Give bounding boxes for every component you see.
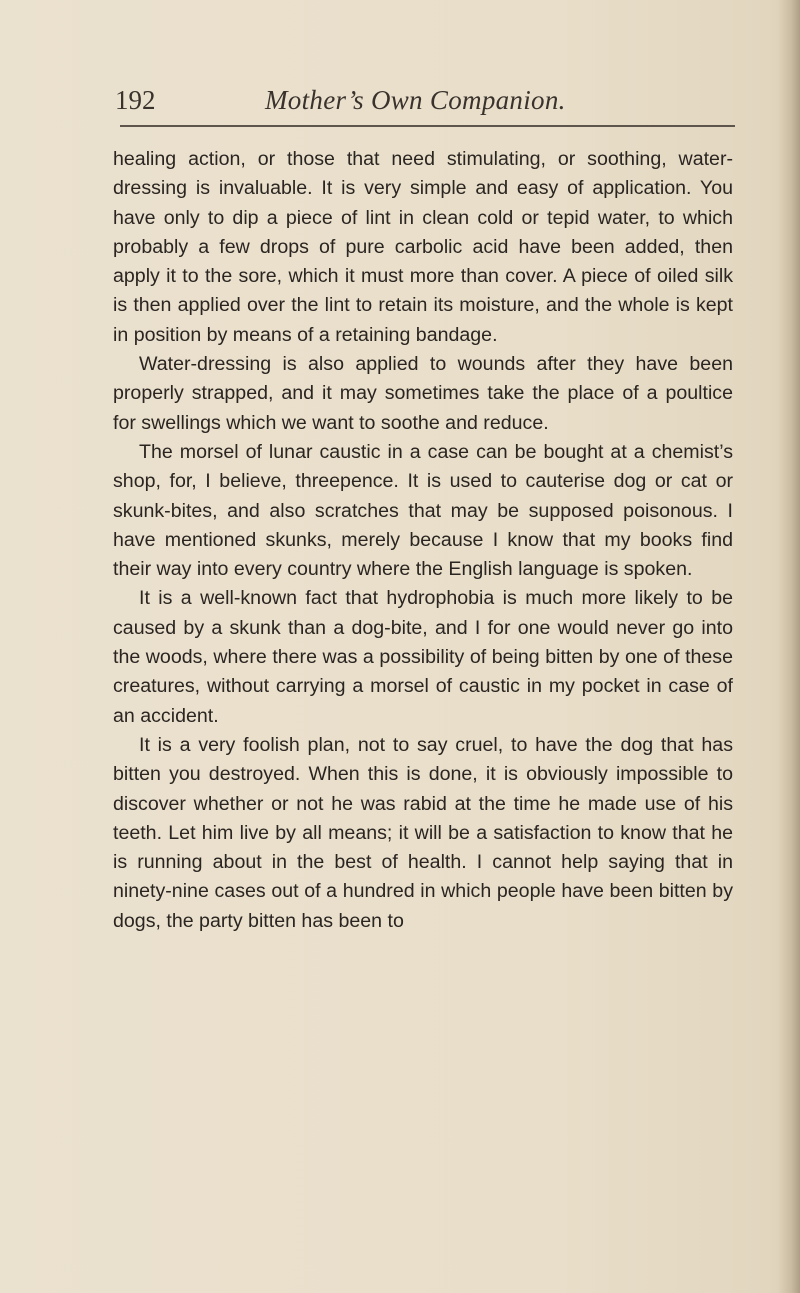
body-text [113,145,733,936]
running-header [115,80,735,120]
paragraph-hydrophobia: It is a well-known fact that hydrophobia is much more likely to be caused by a skunk than a dog-bite, and I for one would never go into the woods, where there was a possibility of being bitten by one of these creatures, without carrying a morsel of caustic in my pocket in case of an accident. [113,587,733,727]
header-rule [120,125,735,127]
page-number: 192 [115,85,156,115]
paragraph-lunar-caustic: The morsel of lunar caustic in a case can be bought at a chemist’s shop, for, I believe, threepence. It is used to cauterise dog or cat or skunk-bites, and also scratches that may be supposed poisonous. I have mentioned skunks, merely because I know that my books find their way into every country where the English language is spoken. [113,440,733,581]
running-title: Mother’s Own Companion. [265,85,566,115]
paragraph-water-dressing-continued: healing action, or those that need stimulating, or soothing, water-dressing is invaluable. It is very simple and easy of application. You have only to dip a piece of lint in clean cold or tepid water, to which probably a few drops of pure carbolic acid have been added, then apply it to the sore, which it must more than cover. A piece of oiled silk is then applied over the lint to retain its moisture, and the whole is kept in position by means of a retaining bandage. [113,148,733,346]
page-edge-shadow [778,0,800,1293]
paragraph-dog-destroyed: It is a very foolish plan, not to say cruel, to have the dog that has bitten you destroyed. When this is done, it is obviously impossible to discover whether or not he was rabid at the time he made use of his teeth. Let him live by all means; it will be a satisfaction to know that he is running about in the best of health. I cannot help saying that in ninety-nine cases out of a hundred in which people have been bitten by dogs, the party bitten has been to [113,733,733,932]
paragraph-water-dressing-wounds: Water-dressing is also applied to wounds after they have been properly strapped, and it may sometimes take the place of a poultice for swellings which we want to soothe and reduce. [113,353,733,434]
